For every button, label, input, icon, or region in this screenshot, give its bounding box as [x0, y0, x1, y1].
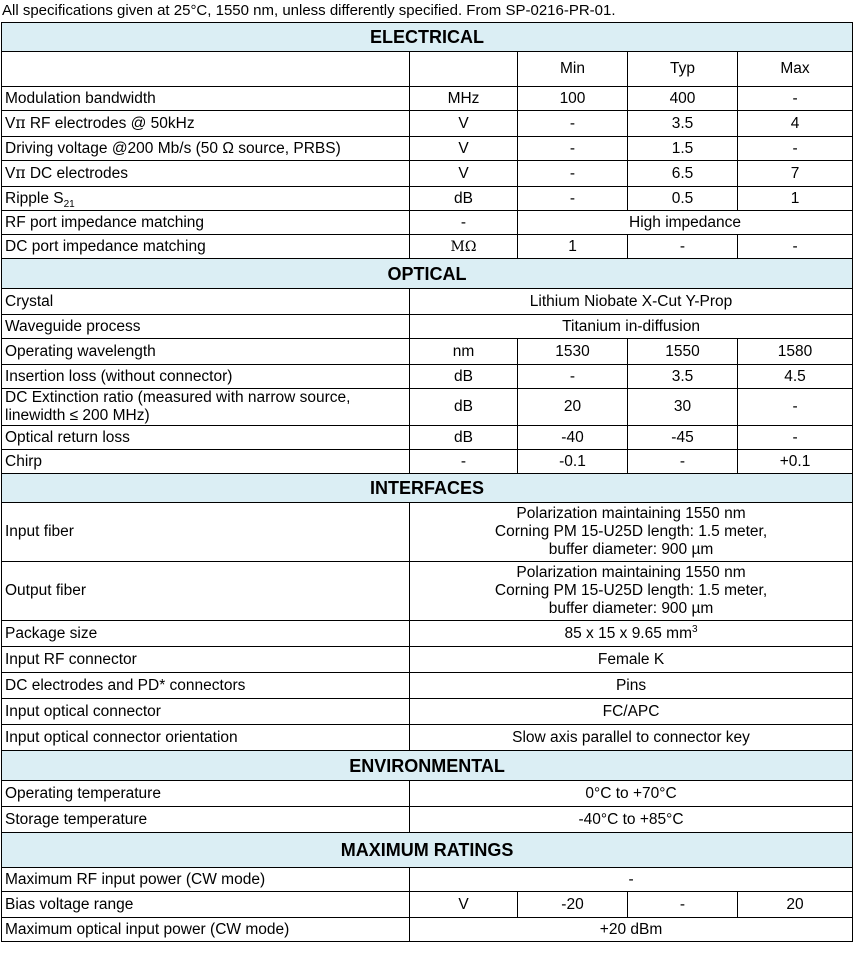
typ-cell: 3.5	[628, 111, 738, 137]
param-input-rf-connector: Input RF connector	[2, 647, 410, 673]
max-cell: 1580	[738, 339, 853, 365]
param-input-fiber: Input fiber	[2, 503, 410, 562]
max-cell: -	[738, 137, 853, 161]
param-ripple-s21: Ripple $S_{21}$	[2, 187, 410, 211]
unit-cell: MHz	[410, 87, 518, 111]
value-span-cell: Polarization maintaining 1550 nm Corning PM 15-U25D length: 1.5 meter, buffer diameter: 900 µm	[410, 562, 853, 621]
unit-cell: V	[410, 161, 518, 187]
param-dc-electrodes-connectors: DC electrodes and PD* connectors	[2, 673, 410, 699]
typ-cell: 1550	[628, 339, 738, 365]
max-cell: +0.1	[738, 450, 853, 474]
max-cell: -	[738, 426, 853, 450]
min-cell: -	[518, 137, 628, 161]
param-package-size: Package size	[2, 621, 410, 647]
section-header-interfaces: INTERFACES	[2, 474, 853, 503]
table-row	[2, 725, 853, 751]
specifications-table	[1, 22, 853, 942]
unit-cell: V	[410, 137, 518, 161]
typ-cell: -	[628, 450, 738, 474]
table-row	[2, 673, 853, 699]
unit-cell: V	[410, 892, 518, 918]
table-row	[2, 87, 853, 111]
table-row	[2, 111, 853, 137]
max-cell: -	[738, 235, 853, 259]
max-cell: -	[738, 87, 853, 111]
typ-cell: 1.5	[628, 137, 738, 161]
table-row	[2, 450, 853, 474]
min-cell: 20	[518, 389, 628, 426]
section-header-optical: OPTICAL	[2, 259, 853, 289]
typ-cell: 3.5	[628, 365, 738, 389]
min-cell: -	[518, 111, 628, 137]
param-modulation-bandwidth: Modulation bandwidth	[2, 87, 410, 111]
param-chirp: Chirp	[2, 450, 410, 474]
param-max-rf-input-power: Maximum RF input power (CW mode)	[2, 868, 410, 892]
table-row	[2, 339, 853, 365]
table-row	[2, 868, 853, 892]
table-row	[2, 289, 853, 315]
table-row	[2, 187, 853, 211]
typ-cell: 6.5	[628, 161, 738, 187]
min-cell: -0.1	[518, 450, 628, 474]
max-cell: 4.5	[738, 365, 853, 389]
unit-cell: nm	[410, 339, 518, 365]
unit-cell: dB	[410, 187, 518, 211]
typ-cell: 30	[628, 389, 738, 426]
param-waveguide-process: Waveguide process	[2, 315, 410, 339]
table-row	[2, 621, 853, 647]
column-header-unit	[410, 52, 518, 87]
table-row	[2, 807, 853, 833]
table-row	[2, 161, 853, 187]
param-max-optical-input-power: Maximum optical input power (CW mode)	[2, 918, 410, 942]
param-dc-port-impedance: DC port impedance matching	[2, 235, 410, 259]
value-span-cell: Slow axis parallel to connector key	[410, 725, 853, 751]
typ-cell: -45	[628, 426, 738, 450]
table-row	[2, 699, 853, 725]
unit-cell: dB	[410, 389, 518, 426]
param-operating-wavelength: Operating wavelength	[2, 339, 410, 365]
table-row	[2, 365, 853, 389]
value-span-cell: 0°C to +70°C	[410, 781, 853, 807]
table-row	[2, 235, 853, 259]
value-span-cell: -40°C to +85°C	[410, 807, 853, 833]
param-vpi-rf-electrodes: Vπ RF electrodes @ 50kHz	[2, 111, 410, 137]
param-storage-temperature: Storage temperature	[2, 807, 410, 833]
typ-cell: 0.5	[628, 187, 738, 211]
section-header-electrical: ELECTRICAL	[2, 23, 853, 52]
column-header-typ: Typ	[628, 52, 738, 87]
param-operating-temperature: Operating temperature	[2, 781, 410, 807]
min-cell: -	[518, 365, 628, 389]
table-row	[2, 315, 853, 339]
table-row	[2, 426, 853, 450]
value-span-cell: Female K	[410, 647, 853, 673]
param-dc-extinction-ratio: DC Extinction ratio (measured with narrow source, linewidth ≤ 200 MHz)	[2, 389, 410, 426]
typ-cell: 400	[628, 87, 738, 111]
value-span-cell: High impedance	[518, 211, 853, 235]
column-header-max: Max	[738, 52, 853, 87]
min-cell: 100	[518, 87, 628, 111]
param-crystal: Crystal	[2, 289, 410, 315]
table-row	[2, 137, 853, 161]
max-cell: -	[738, 389, 853, 426]
value-span-cell: +20 dBm	[410, 918, 853, 942]
min-cell: 1530	[518, 339, 628, 365]
unit-cell: -	[410, 450, 518, 474]
spec-conditions-note: All specifications given at 25°C, 1550 nm, unless differently specified. From SP-0216-PR-01.	[2, 2, 616, 19]
param-vpi-dc-electrodes: Vπ DC electrodes	[2, 161, 410, 187]
unit-cell: V	[410, 111, 518, 137]
table-row	[2, 781, 853, 807]
table-row	[2, 562, 853, 621]
table-row	[2, 211, 853, 235]
section-header-maximum-ratings: MAXIMUM RATINGS	[2, 833, 853, 868]
unit-cell: dB	[410, 426, 518, 450]
typ-cell: -	[628, 892, 738, 918]
value-span-cell: 85 x 15 x 9.65 $mm^3$	[410, 621, 853, 647]
unit-cell: -	[410, 211, 518, 235]
max-cell: 1	[738, 187, 853, 211]
min-cell: -40	[518, 426, 628, 450]
value-span-cell: Polarization maintaining 1550 nm Corning PM 15-U25D length: 1.5 meter, buffer diameter: 900 µm	[410, 503, 853, 562]
param-optical-return-loss: Optical return loss	[2, 426, 410, 450]
value-span-cell: Titanium in-diffusion	[410, 315, 853, 339]
max-cell: 4	[738, 111, 853, 137]
min-cell: -	[518, 161, 628, 187]
param-rf-port-impedance: RF port impedance matching	[2, 211, 410, 235]
table-row	[2, 892, 853, 918]
unit-cell: MΩ	[410, 235, 518, 259]
min-cell: -	[518, 187, 628, 211]
table-row	[2, 647, 853, 673]
column-header-parameter	[2, 52, 410, 87]
column-header-min: Min	[518, 52, 628, 87]
table-row	[2, 918, 853, 942]
typ-cell: -	[628, 235, 738, 259]
param-input-optical-connector: Input optical connector	[2, 699, 410, 725]
table-row	[2, 389, 853, 426]
unit-cell: dB	[410, 365, 518, 389]
param-insertion-loss: Insertion loss (without connector)	[2, 365, 410, 389]
max-cell: 20	[738, 892, 853, 918]
min-cell: 1	[518, 235, 628, 259]
param-output-fiber: Output fiber	[2, 562, 410, 621]
section-header-environmental: ENVIRONMENTAL	[2, 751, 853, 781]
param-input-optical-connector-orientation: Input optical connector orientation	[2, 725, 410, 751]
param-bias-voltage-range: Bias voltage range	[2, 892, 410, 918]
value-span-cell: Lithium Niobate X-Cut Y-Prop	[410, 289, 853, 315]
param-driving-voltage: Driving voltage @200 Mb/s (50 Ω source, PRBS)	[2, 137, 410, 161]
min-cell: -20	[518, 892, 628, 918]
value-span-cell: Pins	[410, 673, 853, 699]
value-span-cell: FC/APC	[410, 699, 853, 725]
max-cell: 7	[738, 161, 853, 187]
table-row	[2, 503, 853, 562]
value-span-cell: -	[410, 868, 853, 892]
